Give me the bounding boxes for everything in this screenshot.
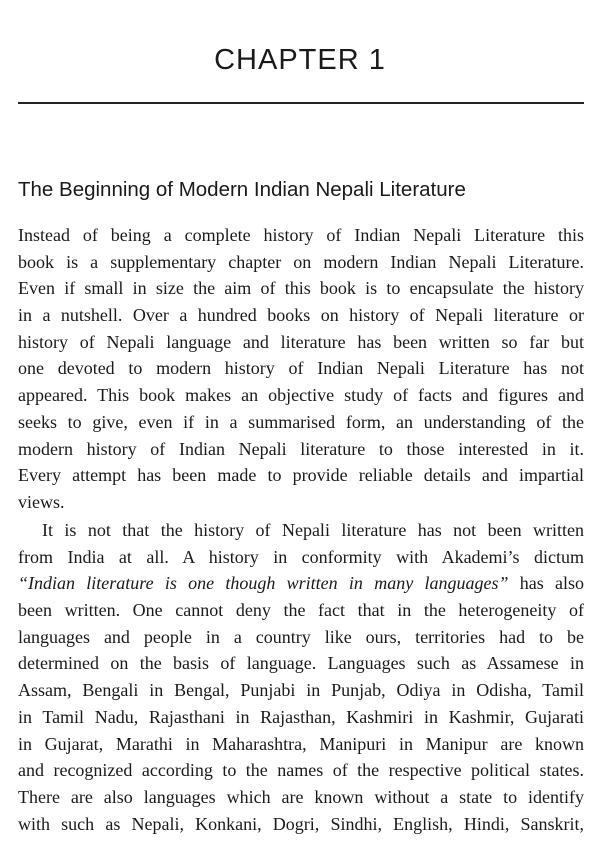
chapter-title: CHAPTER 1 [214, 44, 386, 76]
paragraph-line: modern history of Indian Nepali literature to those interested in it. [18, 438, 584, 459]
paragraph-line: history of Nepali language and literature has been written so far but [18, 331, 584, 352]
paragraph-line: Instead of being a complete history of Indian Nepali Literature this [18, 225, 584, 245]
paragraph-line: with such as Nepali, Konkani, Dogri, Sindhi, English, Hindi, Sanskrit, [18, 813, 584, 834]
paragraph-line: views. [18, 491, 65, 512]
paragraph-line: in Tamil Nadu, Rajasthani in Rajasthan, Kashmiri in Kashmir, Gujarati [18, 706, 584, 727]
paragraph-line: in a nutshell. Over a hundred books on history of Nepali literature or [18, 305, 584, 326]
paragraph-line: been written. One cannot deny the fact that in the heterogeneity of [18, 600, 584, 621]
paragraph-line: book is a supplementary chapter on modern Indian Nepali Literature. [18, 251, 584, 272]
paragraph-2 [18, 517, 584, 837]
paragraph-line: from India at all. A history in conformity with Akademi’s dictum [18, 546, 584, 567]
chapter-divider [18, 102, 584, 104]
paragraph-line: Assam, Bengali in Bengal, Punjabi in Punjab, Odiya in Odisha, Tamil [18, 680, 584, 701]
paragraph-line: languages and people in a country like ours, territories had to be [18, 626, 584, 647]
paragraph-line: seeks to give, even if in a summarised form, an understanding of the [18, 411, 584, 432]
paragraph-1 [18, 222, 584, 516]
paragraph-line: Even if small in size the aim of this book is to encapsulate the history [18, 278, 584, 299]
paragraph-line: It is not that the history of Nepali literature has not been written [42, 520, 584, 540]
paragraph-line: and recognized according to the names of the respective political states. [18, 760, 584, 781]
line-continuation: has also [508, 573, 584, 594]
paragraph-line: determined on the basis of language. Languages such as Assamese in [18, 653, 584, 674]
paragraph-line: in Gujarat, Marathi in Maharashtra, Manipuri in Manipur are known [18, 733, 584, 754]
paragraph-line: Every attempt has been made to provide reliable details and impartial [18, 465, 584, 486]
section-heading: The Beginning of Modern Indian Nepali Literature [18, 178, 466, 201]
quoted-dictum: “Indian literature is one though written in many languages” [18, 573, 509, 594]
paragraph-line [18, 570, 584, 597]
paragraph-line: There are also languages which are known without a state to identify [18, 786, 584, 807]
paragraph-line: appeared. This book makes an objective study of facts and figures and [18, 385, 584, 406]
paragraph-line: one devoted to modern history of Indian Nepali Literature has not [18, 358, 584, 379]
